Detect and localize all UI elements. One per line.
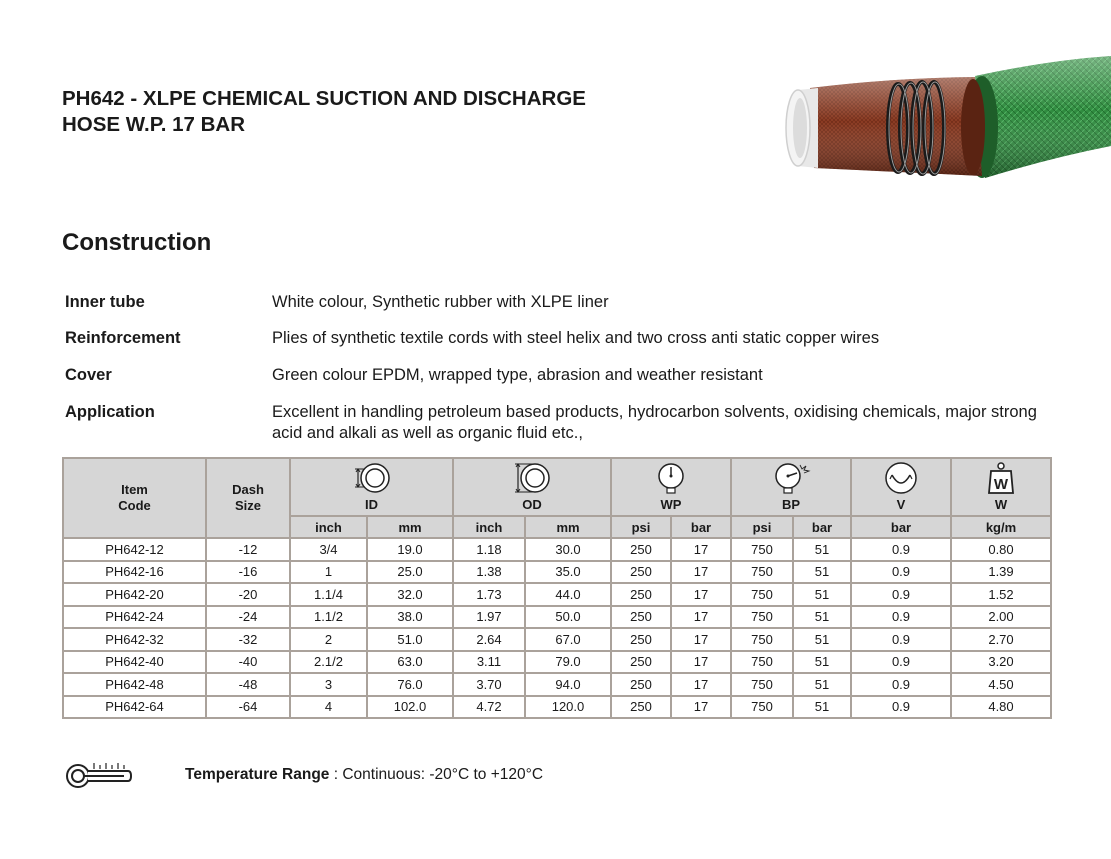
header-od — [453, 458, 611, 516]
table-cell: 51.0 — [367, 628, 453, 651]
spec-label: Application — [65, 403, 155, 421]
header-id-label: ID — [365, 497, 378, 512]
page-title — [62, 86, 702, 138]
table-body — [63, 538, 1051, 718]
hose-product-image — [770, 48, 1111, 188]
table-cell: 17 — [671, 673, 731, 696]
table-cell: 19.0 — [367, 538, 453, 561]
table-cell: 51 — [793, 628, 851, 651]
table-cell: 0.9 — [851, 673, 951, 696]
table-cell: 1.1/2 — [290, 606, 367, 629]
table-cell: -48 — [206, 673, 290, 696]
table-cell: 250 — [611, 583, 671, 606]
header-id — [290, 458, 453, 516]
unit-id-inch: inch — [290, 516, 367, 538]
unit-v-bar: bar — [851, 516, 951, 538]
table-cell: 250 — [611, 628, 671, 651]
table-cell: 4.80 — [951, 696, 1051, 719]
table-cell: 750 — [731, 583, 793, 606]
table-cell: 102.0 — [367, 696, 453, 719]
vacuum-icon — [883, 461, 919, 495]
title-line-2: HOSE W.P. 17 BAR — [62, 113, 246, 136]
unit-bp-bar: bar — [793, 516, 851, 538]
table-cell: 17 — [671, 696, 731, 719]
table-row — [63, 651, 1051, 674]
table-cell: 50.0 — [525, 606, 611, 629]
temperature-label: Temperature Range — [185, 766, 330, 783]
table-cell: 750 — [731, 628, 793, 651]
table-cell: 38.0 — [367, 606, 453, 629]
table-cell: 35.0 — [525, 561, 611, 584]
table-cell: 17 — [671, 583, 731, 606]
table-cell: 250 — [611, 538, 671, 561]
table-cell: 32.0 — [367, 583, 453, 606]
table-cell: 1.73 — [453, 583, 525, 606]
table-cell: 1.39 — [951, 561, 1051, 584]
table-cell: 750 — [731, 561, 793, 584]
header-v — [851, 458, 951, 516]
table-cell: 0.9 — [851, 583, 951, 606]
unit-od-mm: mm — [525, 516, 611, 538]
table-cell: 51 — [793, 651, 851, 674]
table-cell: 0.9 — [851, 561, 951, 584]
table-cell: 4.72 — [453, 696, 525, 719]
svg-text:W: W — [993, 476, 1009, 493]
table-cell: 4 — [290, 696, 367, 719]
table-cell: 0.80 — [951, 538, 1051, 561]
table-cell: 750 — [731, 673, 793, 696]
table-cell: 4.50 — [951, 673, 1051, 696]
table-cell: PH642-32 — [63, 628, 206, 651]
construction-heading: Construction — [62, 229, 212, 256]
table-row — [63, 673, 1051, 696]
item-code-line-2: Code — [118, 498, 151, 513]
thermometer-icon — [64, 760, 132, 790]
table-cell: -12 — [206, 538, 290, 561]
table-cell: 17 — [671, 628, 731, 651]
table-row — [63, 538, 1051, 561]
table-cell: -16 — [206, 561, 290, 584]
table-cell: 1.38 — [453, 561, 525, 584]
table-cell: 3/4 — [290, 538, 367, 561]
table-cell: 3.70 — [453, 673, 525, 696]
specification-table — [62, 457, 1052, 719]
unit-wp-psi: psi — [611, 516, 671, 538]
table-cell: -32 — [206, 628, 290, 651]
item-code-line-1: Item — [121, 482, 148, 497]
table-cell: 1.52 — [951, 583, 1051, 606]
table-row — [63, 628, 1051, 651]
table-cell: 51 — [793, 673, 851, 696]
table-cell: 17 — [671, 538, 731, 561]
table-cell: 79.0 — [525, 651, 611, 674]
dash-size-line-2: Size — [234, 498, 261, 513]
table-cell: 2 — [290, 628, 367, 651]
table-cell: 0.9 — [851, 538, 951, 561]
table-cell: PH642-40 — [63, 651, 206, 674]
header-wp — [611, 458, 731, 516]
header-dash-size — [206, 458, 290, 538]
table-cell: 3.20 — [951, 651, 1051, 674]
table-cell: 2.64 — [453, 628, 525, 651]
spec-label: Inner tube — [65, 293, 145, 311]
table-cell: 2.1/2 — [290, 651, 367, 674]
table-cell: 17 — [671, 651, 731, 674]
table-cell: 250 — [611, 673, 671, 696]
table-cell: -40 — [206, 651, 290, 674]
table-cell: 0.9 — [851, 606, 951, 629]
dash-size-line-1: Dash — [232, 482, 264, 497]
table-cell: 250 — [611, 696, 671, 719]
spec-label: Cover — [65, 366, 112, 384]
table-cell: 2.00 — [951, 606, 1051, 629]
table-cell: 750 — [731, 696, 793, 719]
table-cell: 3.11 — [453, 651, 525, 674]
table-cell: 1.97 — [453, 606, 525, 629]
table-cell: PH642-64 — [63, 696, 206, 719]
table-cell: 1.1/4 — [290, 583, 367, 606]
table-row — [63, 606, 1051, 629]
table-cell: PH642-20 — [63, 583, 206, 606]
table-cell: 76.0 — [367, 673, 453, 696]
table-cell: -24 — [206, 606, 290, 629]
inner-diameter-icon — [351, 461, 393, 495]
table-cell: 3 — [290, 673, 367, 696]
title-line-1: PH642 - XLPE CHEMICAL SUCTION AND DISCHARGE — [62, 87, 586, 110]
unit-bp-psi: psi — [731, 516, 793, 538]
table-cell: 250 — [611, 606, 671, 629]
table-cell: PH642-24 — [63, 606, 206, 629]
header-bp — [731, 458, 851, 516]
header-wp-label: WP — [660, 497, 682, 512]
table-cell: 250 — [611, 561, 671, 584]
table-cell: 250 — [611, 651, 671, 674]
table-cell: 1.18 — [453, 538, 525, 561]
table-row — [63, 583, 1051, 606]
unit-id-mm: mm — [367, 516, 453, 538]
table-cell: 44.0 — [525, 583, 611, 606]
spec-value: Plies of synthetic textile cords with steel helix and two cross anti static copper wires — [272, 329, 880, 347]
header-bp-label: BP — [781, 497, 801, 512]
table-cell: 17 — [671, 561, 731, 584]
temperature-value: : Continuous: -20°C to +120°C — [329, 766, 544, 783]
temperature-range — [185, 766, 543, 784]
table-cell: 750 — [731, 538, 793, 561]
table-cell: 63.0 — [367, 651, 453, 674]
pressure-gauge-icon — [654, 461, 688, 495]
table-cell: 1 — [290, 561, 367, 584]
table-cell: 0.9 — [851, 651, 951, 674]
spec-value: White colour, Synthetic rubber with XLPE liner — [272, 293, 609, 311]
table-cell: 51 — [793, 538, 851, 561]
unit-wp-bar: bar — [671, 516, 731, 538]
spec-value: Excellent in handling petroleum based products, hydrocarbon solvents, oxidising chemicals, major strong acid and alkali as well as organic fluid etc., — [272, 403, 1037, 442]
header-item-code — [63, 458, 206, 538]
table-cell: 0.9 — [851, 696, 951, 719]
header-w-label: W — [994, 497, 1008, 512]
table-row — [63, 561, 1051, 584]
weight-icon — [986, 461, 1016, 495]
table-cell: 750 — [731, 651, 793, 674]
table-cell: 51 — [793, 561, 851, 584]
header-v-label: V — [896, 497, 906, 512]
table-cell: 120.0 — [525, 696, 611, 719]
spec-value: Green colour EPDM, wrapped type, abrasion and weather resistant — [272, 366, 763, 384]
table-cell: 67.0 — [525, 628, 611, 651]
table-cell: 51 — [793, 696, 851, 719]
table-cell: 25.0 — [367, 561, 453, 584]
table-cell: PH642-16 — [63, 561, 206, 584]
unit-od-inch: inch — [453, 516, 525, 538]
spec-label: Reinforcement — [65, 329, 181, 347]
table-cell: PH642-12 — [63, 538, 206, 561]
table-cell: 750 — [731, 606, 793, 629]
unit-w-kgm: kg/m — [951, 516, 1051, 538]
table-cell: 2.70 — [951, 628, 1051, 651]
table-cell: 51 — [793, 583, 851, 606]
burst-pressure-gauge-icon — [770, 461, 812, 495]
table-row — [63, 696, 1051, 719]
table-cell: 94.0 — [525, 673, 611, 696]
table-cell: 30.0 — [525, 538, 611, 561]
header-od-label: OD — [522, 497, 542, 512]
table-cell: 17 — [671, 606, 731, 629]
table-cell: 0.9 — [851, 628, 951, 651]
header-w — [951, 458, 1051, 516]
table-cell: -20 — [206, 583, 290, 606]
table-cell: -64 — [206, 696, 290, 719]
outer-diameter-icon — [511, 461, 553, 495]
table-cell: 51 — [793, 606, 851, 629]
table-cell: PH642-48 — [63, 673, 206, 696]
